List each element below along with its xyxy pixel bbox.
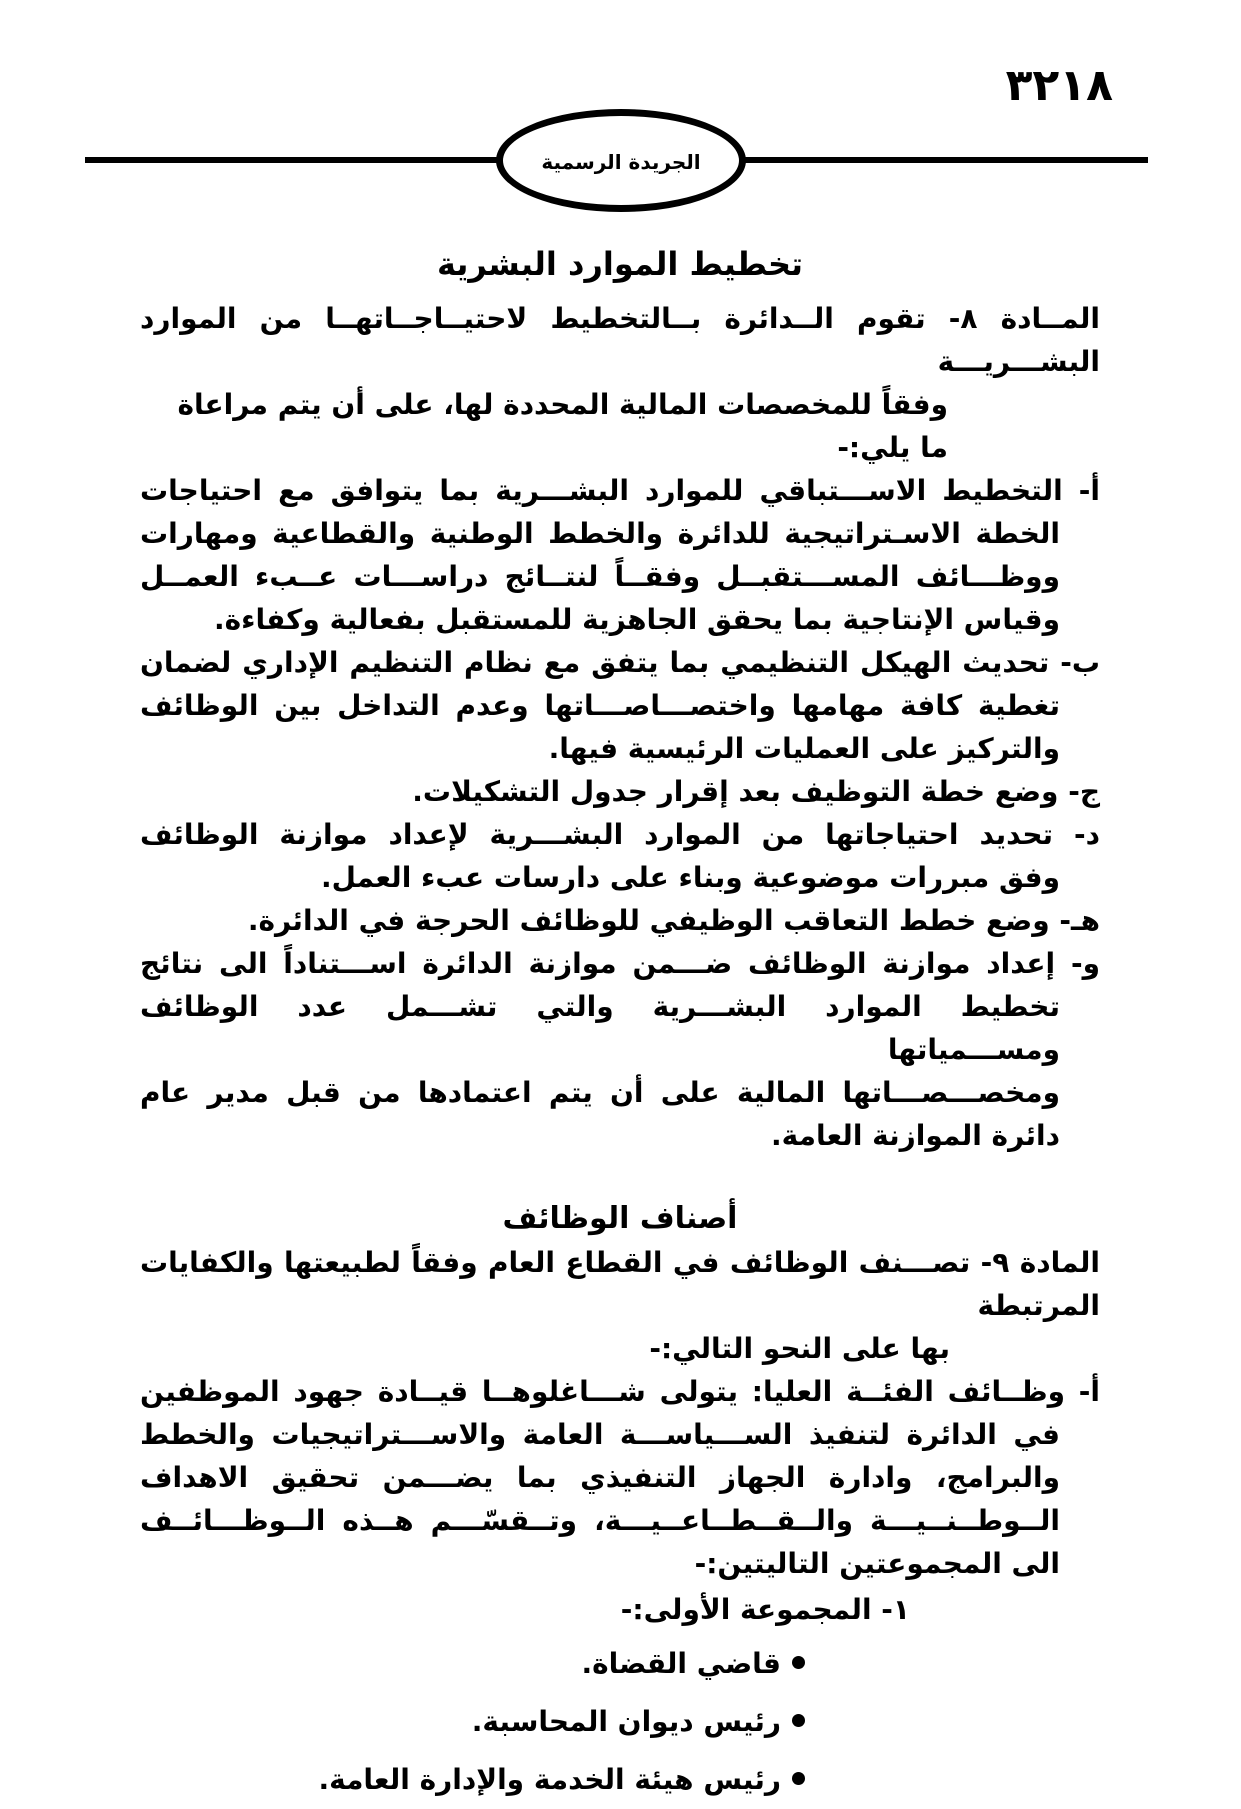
article-8-item-f-line-4: دائرة الموازنة العامة. <box>771 1119 1060 1152</box>
group-1-heading-line-1: ١- المجموعة الأولى:- <box>620 1593 910 1626</box>
bullet-icon <box>792 1772 805 1785</box>
article-8-item-a-line-3: ووظـــائف المســـتقبــل وفقــاً لنتــائج دراســـات عــبء العمــل <box>140 560 1060 593</box>
article-8-item-f-line-2: تخطيط الموارد البشـــرية والتي تشـــمل عدد الوظائف ومســـمياتها <box>140 990 1060 1066</box>
article-9-item-a-line-2: في الدائرة لتنفيذ الســـياســـة العامة والاســـتراتيجيات والخطط <box>140 1418 1060 1451</box>
group-1-heading <box>140 1585 1100 1635</box>
bullet-icon <box>792 1656 805 1669</box>
article-8-item-f-line-1: و- إعداد موازنة الوظائف ضـــمن موازنة الدائرة اســـتناداً الى نتائج <box>140 947 1100 980</box>
article-8-item-d-line-1: د- تحديد احتياجاتها من الموارد البشـــرية لإعداد موازنة الوظائف <box>140 818 1100 851</box>
article-8-item-a-line-4: وقياس الإنتاجية بما يحقق الجاهزية للمستقبل بفعالية وكفاءة. <box>213 603 1060 636</box>
article-9-item-a <box>140 1370 1100 1585</box>
article-8-item-a <box>140 469 1100 641</box>
article-8-item-d-line-2: وفق مبررات موضوعية وبناء على دارسات عبء العمل. <box>320 861 1060 894</box>
article-9-item-a-line-5: الى المجموعتين التاليتين:- <box>694 1547 1060 1580</box>
article-8-item-b-line-1: ب- تحديث الهيكل التنظيمي بما يتفق مع نظام التنظيم الإداري لضمان <box>140 646 1100 679</box>
document-title-line-1: تخطيط الموارد البشرية <box>436 245 804 283</box>
section-heading-job-categories <box>140 1197 1100 1241</box>
group-1-bullets-line-3 <box>140 1751 1100 1809</box>
article-9-intro <box>140 1241 1100 1370</box>
article-8-item-b-line-3: والتركيز على العمليات الرئيسية فيها. <box>548 732 1060 765</box>
article-8-item-c-line-1: ج- وضع خطة التوظيف بعد إقرار جدول التشكيلات. <box>412 775 1100 808</box>
article-8-item-e-line-1: هـ- وضع خطط التعاقب الوظيفي للوظائف الحرجة في الدائرة. <box>247 904 1100 937</box>
article-8-item-e <box>140 899 1100 942</box>
bullet-icon <box>792 1714 805 1727</box>
article-8-item-b-line-2: تغطية كافة مهامها واختصـــاصـــاتها وعدم التداخل بين الوظائف <box>140 689 1060 722</box>
gazette-seal-oval <box>496 109 746 212</box>
article-9-item-a-line-4: الــوطــنــيـــة والــقــطــاعــيـــة، وتــقسّـــم هــذه الــوظـــائــف <box>140 1504 1060 1537</box>
article-8-item-d <box>140 813 1100 899</box>
group-1-bullets-line-2 <box>140 1693 1100 1751</box>
article-8-item-c <box>140 770 1100 813</box>
article-9-item-a-line-1: أ- وظــائف الفئــة العليا: يتولى شـــاغلوهــا قيــادة جهود الموظفين <box>140 1375 1100 1408</box>
group-1-bullets-line-1 <box>140 1635 1100 1693</box>
article-8-item-a-line-2: الخطة الاسـتراتيجية للدائرة والخطط الوطنية والقطاعية ومهارات <box>140 517 1060 550</box>
group-1-bullets <box>140 1635 1100 1809</box>
article-8-item-b <box>140 641 1100 770</box>
document-title <box>140 242 1100 287</box>
group-1-bullets-text-1: قاضي القضاة. <box>581 1647 781 1680</box>
gazette-seal-label: الجريدة الرسمية <box>541 149 701 174</box>
group-1-bullets-text-2: رئيس ديوان المحاسبة. <box>471 1705 781 1738</box>
article-9-intro-line-2: بها على النحو التالي:- <box>649 1332 950 1365</box>
article-8-intro <box>140 297 1100 469</box>
article-8-item-f <box>140 942 1100 1157</box>
page-number: ٣٢١٨ <box>1005 60 1113 111</box>
group-1-bullets-text-3: رئيس هيئة الخدمة والإدارة العامة. <box>318 1763 781 1796</box>
article-8-intro-line-1: المــادة ٨- تقوم الــدائرة بــالتخطيط لاحتيــاجــاتهــا من الموارد البشـــريـــة <box>140 302 1100 378</box>
article-9-intro-line-1: المادة ٩- تصـــنف الوظائف في القطاع العام وفقاً لطبيعتها والكفايات المرتبطة <box>140 1246 1100 1322</box>
article-9-item-a-line-3: والبرامج، وادارة الجهاز التنفيذي بما يضـــمن تحقيق الاهداف <box>140 1461 1060 1494</box>
page-header <box>0 0 1241 212</box>
article-8-intro-line-2: وفقاً للمخصصات المالية المحددة لها، على أن يتم مراعاة ما يلي:- <box>177 388 948 464</box>
article-8-item-f-line-3: ومخصـــصـــاتها المالية على أن يتم اعتمادها من قبل مدير عام <box>140 1076 1060 1109</box>
article-8-item-a-line-1: أ- التخطيط الاســـتباقي للموارد البشـــرية بما يتوافق مع احتياجات <box>140 474 1100 507</box>
section-heading-job-categories-line-1: أصناف الوظائف <box>502 1201 738 1236</box>
document-body <box>0 212 1241 1809</box>
